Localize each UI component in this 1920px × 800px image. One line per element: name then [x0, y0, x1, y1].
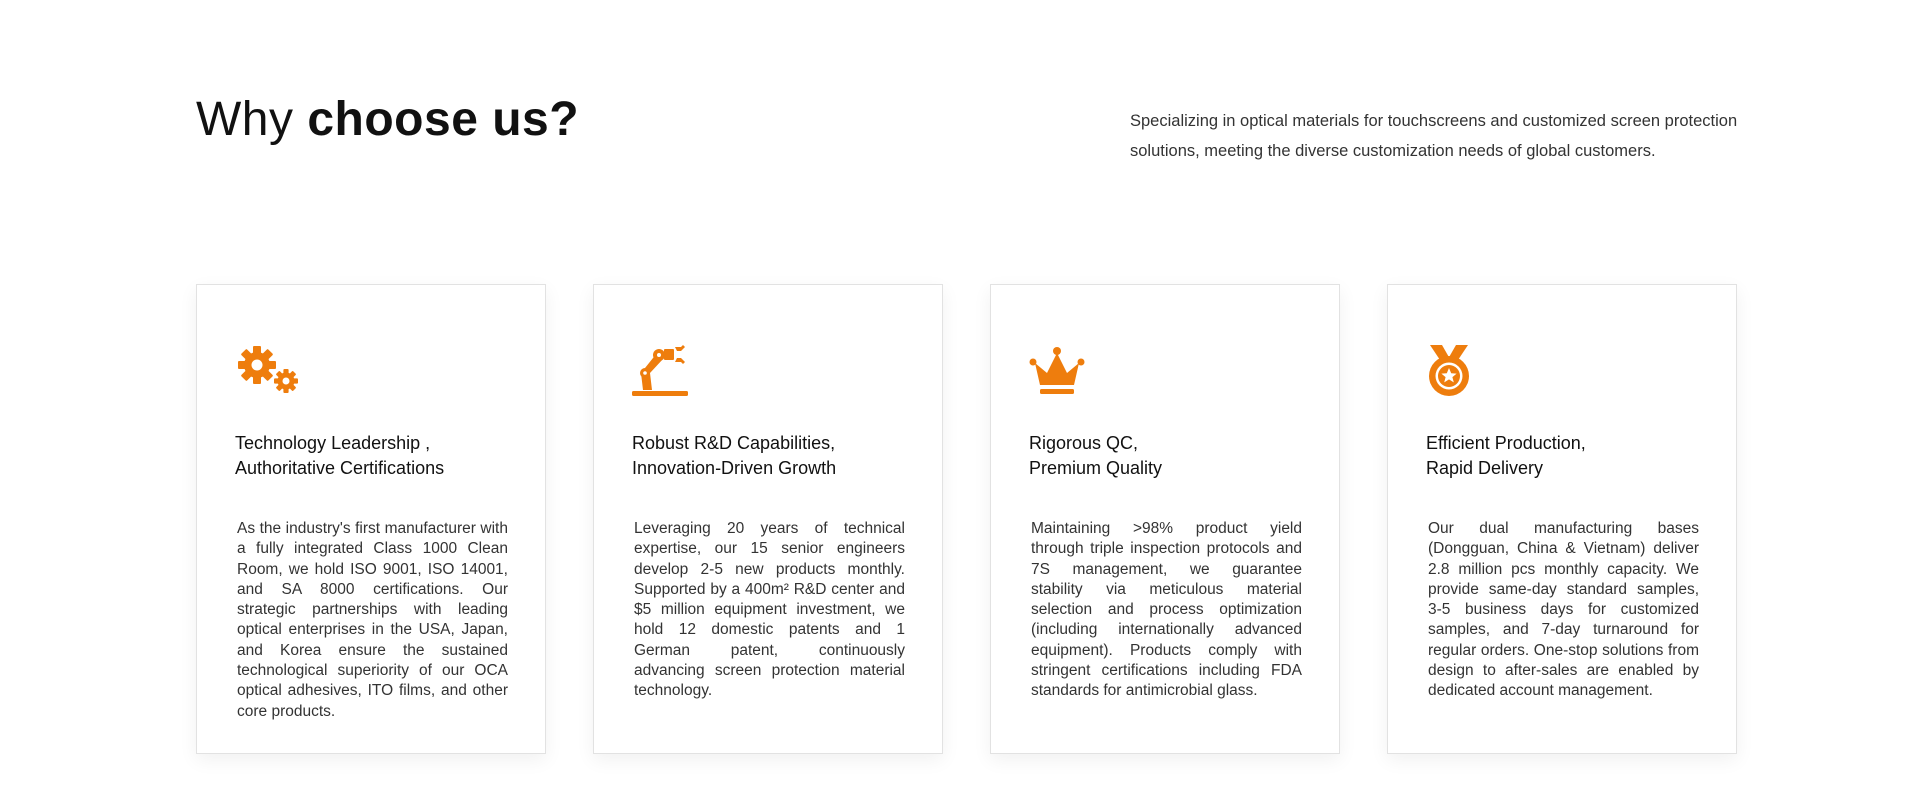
card-title — [1426, 431, 1699, 481]
crown-icon — [1029, 343, 1302, 399]
features-cards — [196, 284, 1737, 754]
section-title — [196, 92, 579, 148]
card-description: As the industry's first manufacturer with a fully integrated Class 1000 Clean Room, we hold ISO 9001, ISO 14001, and SA 8000 certifications. Our strategic partnerships with leading optical enterprises in the USA, Japan, and Korea ensure the sustained technological superiority of our OCA optical adhesives, ITO films, and other core products. — [237, 520, 508, 720]
card-title-line: Rapid Delivery — [1426, 458, 1544, 478]
feature-card-rnd — [593, 284, 943, 754]
section-title-bold: choose us? — [307, 93, 580, 146]
card-title — [632, 431, 905, 481]
feature-card-delivery — [1387, 284, 1737, 754]
card-title-line: Premium Quality — [1029, 458, 1163, 478]
card-title — [1029, 431, 1302, 481]
card-title-line: Technology Leadership , — [235, 433, 431, 453]
card-description: Our dual manufacturing bases (Dongguan, China & Vietnam) deliver 2.8 million pcs monthly capacity. We provide same-day standard samples, 3-5 business days for customized samples, and 7-day turnaround for regular orders. One-stop solutions from design to after-sales are enabled by dedicated account management. — [1428, 520, 1699, 700]
card-description: Leveraging 20 years of technical expertise, our 15 senior engineers develop 2-5 new products monthly. Supported by a 400m² R&D center and $5 million equipment investment, we hold 12 domestic patents and 1 German patent, continuously advancing screen protection material technology. — [634, 520, 905, 700]
feature-card-quality — [990, 284, 1340, 754]
card-title-line: Efficient Production, — [1426, 433, 1586, 453]
card-title — [235, 431, 508, 481]
card-description: Maintaining >98% product yield through triple inspection protocols and 7S management, we guarantee stability via meticulous material selection and process optimization (including internationally advanced equipment). Products comply with stringent certifications including FDA standards for antimicrobial glass. — [1031, 520, 1302, 700]
gears-icon — [235, 343, 508, 399]
robot-arm-icon — [632, 343, 905, 399]
section-description: Specializing in optical materials for touchscreens and customized screen protection solutions, meeting the diverse customization needs of global customers. — [1130, 112, 1738, 160]
medal-icon — [1426, 343, 1699, 399]
card-title-line: Robust R&D Capabilities, — [632, 433, 836, 453]
feature-card-technology — [196, 284, 546, 754]
card-title-line: Rigorous QC, — [1029, 433, 1139, 453]
card-title-line: Innovation-Driven Growth — [632, 458, 837, 478]
card-title-line: Authoritative Certifications — [235, 458, 445, 478]
section-title-light: Why — [196, 93, 294, 146]
